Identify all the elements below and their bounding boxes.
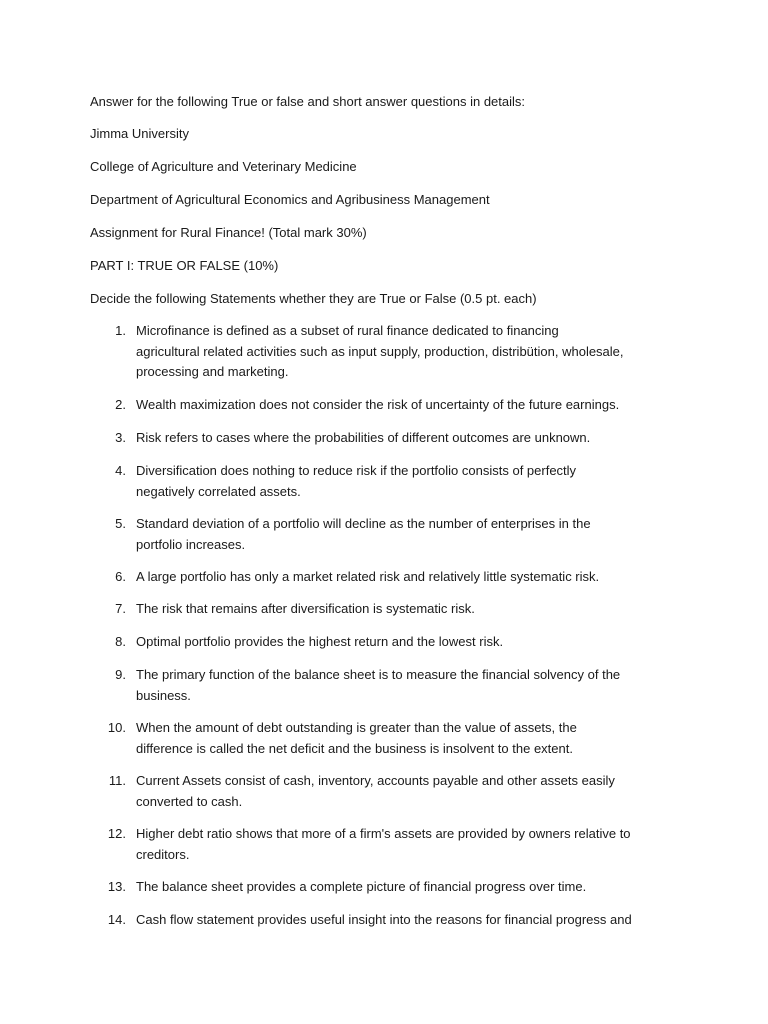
university-name: Jimma University xyxy=(90,126,189,141)
statement-line: processing and marketing. xyxy=(136,364,289,379)
statement-text xyxy=(136,395,690,416)
statement-line: Microfinance is defined as a subset of rural finance dedicated to financing xyxy=(136,323,559,338)
part-heading: PART I: TRUE OR FALSE (10%) xyxy=(90,258,279,273)
statement-number: 5. xyxy=(115,516,126,531)
statement-number: 13. xyxy=(107,879,126,894)
statement-line: agricultural related activities such as input supply, production, distribütion, wholesale, xyxy=(136,343,624,359)
statement-line: When the amount of debt outstanding is greater than the value of assets, the xyxy=(136,720,577,735)
statement-line: Diversification does nothing to reduce risk if the portfolio consists of perfectly xyxy=(136,463,577,478)
assignment-title: Assignment for Rural Finance! (Total mark 30%) xyxy=(90,225,367,240)
statement-line: Risk refers to cases where the probabilities of different outcomes are unknown. xyxy=(136,430,591,445)
statement-line: A large portfolio has only a market related risk and relatively little systematic risk. xyxy=(136,569,600,584)
statement-text xyxy=(136,461,690,502)
statement-number: 8. xyxy=(115,634,126,649)
statement-line: negatively correlated assets. xyxy=(136,483,301,499)
statement-line: creditors. xyxy=(136,846,190,862)
statement-line: converted to cash. xyxy=(136,793,243,809)
statement-text xyxy=(136,428,690,449)
statement-line: Higher debt ratio shows that more of a firm's assets are provided by owners relative to xyxy=(136,826,631,841)
intro-text: Answer for the following True or false and short answer questions in details: xyxy=(90,94,526,109)
statement-line: Optimal portfolio provides the highest return and the lowest risk. xyxy=(136,634,504,649)
statement-number: 12. xyxy=(107,826,126,841)
department-name: Department of Agricultural Economics and Agribusiness Management xyxy=(90,192,490,207)
statement-number: 3. xyxy=(115,430,126,445)
statement-line: The balance sheet provides a complete picture of financial progress over time. xyxy=(136,879,587,894)
statement-number: 14. xyxy=(107,912,126,927)
statement-text xyxy=(136,824,690,865)
statement-text xyxy=(136,321,690,383)
statement-number: 10. xyxy=(107,720,126,735)
statement-line: Wealth maximization does not consider the risk of uncertainty of the future earnings. xyxy=(136,397,620,412)
statement-text xyxy=(136,771,690,812)
statement-line: The primary function of the balance sheet is to measure the financial solvency of the xyxy=(136,667,621,682)
statement-text xyxy=(136,877,690,898)
statement-text xyxy=(136,599,690,620)
statement-line: Standard deviation of a portfolio will decline as the number of enterprises in the xyxy=(136,516,591,531)
statement-number: 1. xyxy=(115,323,126,338)
statement-line: difference is called the net deficit and the business is insolvent to the extent. xyxy=(136,740,573,756)
statement-number: 6. xyxy=(115,569,126,584)
statement-number: 7. xyxy=(115,601,126,616)
statement-line: Current Assets consist of cash, inventory, accounts payable and other assets easily xyxy=(136,773,615,788)
statement-line: Cash flow statement provides useful insight into the reasons for financial progress and xyxy=(136,912,632,927)
statement-line: The risk that remains after diversification is systematic risk. xyxy=(136,601,475,616)
college-name: College of Agriculture and Veterinary Medicine xyxy=(90,159,357,174)
instruction-text: Decide the following Statements whether they are True or False (0.5 pt. each) xyxy=(90,291,537,306)
statement-text xyxy=(136,910,690,931)
statement-number: 2. xyxy=(115,397,126,412)
statement-number: 11. xyxy=(108,773,126,788)
statement-text xyxy=(136,718,690,759)
statement-text xyxy=(136,632,690,653)
statement-text xyxy=(136,567,690,588)
statement-number: 4. xyxy=(115,463,126,478)
statement-text xyxy=(136,665,690,706)
statement-line: portfolio increases. xyxy=(136,536,246,552)
statement-line: business. xyxy=(136,687,191,703)
statement-text xyxy=(136,514,690,555)
statement-number: 9. xyxy=(115,667,126,682)
